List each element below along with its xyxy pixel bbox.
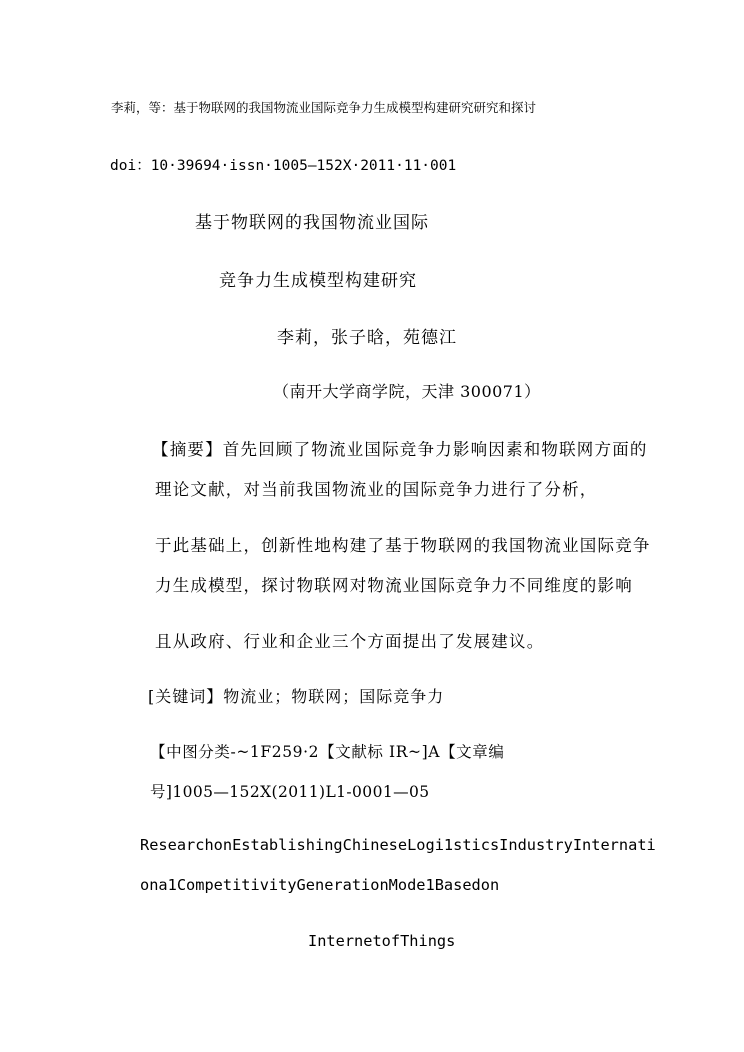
abstract-line: 于此基础上，创新性地构建了基于物联网的我国物流业国际竞争 xyxy=(155,536,651,555)
doi-line: doi：10·39694·issn·1005—152X·2011·11·001 xyxy=(110,158,457,174)
chinese-title-line-1: 基于物联网的我国物流业国际 xyxy=(195,213,429,233)
abstract-line: 且从政府、行业和企业三个方面提出了发展建议。 xyxy=(155,632,545,651)
chinese-title-line-2: 竞争力生成模型构建研究 xyxy=(219,271,417,291)
keywords: [关键词】物流业；物联网；国际竞争力 xyxy=(148,687,445,706)
english-title-line-3: InternetofThings xyxy=(308,932,456,950)
affiliation: （南开大学商学院，天津 300071） xyxy=(273,382,541,401)
classification-line-1: 【中图分类-~1F259·2【文献标 IR~]A【文章编 xyxy=(150,743,505,761)
running-header: 李莉，等：基于物联网的我国物流业国际竞争力生成模型构建研究研究和探讨 xyxy=(111,100,537,115)
authors: 李莉，张子晗，苑德江 xyxy=(277,328,457,348)
english-title-line-1: ResearchonEstablishingChineseLogi1sticsIndustryInternati xyxy=(140,836,656,854)
classification-line-2: 号]1005—152X(2011)L1-0001—05 xyxy=(150,783,430,801)
abstract-line: 力生成模型，探讨物联网对物流业国际竞争力不同维度的影响 xyxy=(155,576,633,595)
abstract-line: 理论文献，对当前我国物流业的国际竞争力进行了分析， xyxy=(155,480,598,499)
english-title-line-2: ona1CompetitivityGenerationMode1Basedon xyxy=(140,876,500,894)
abstract-line: 【摘要】首先回顾了物流业国际竞争力影响因素和物联网方面的 xyxy=(152,440,648,459)
